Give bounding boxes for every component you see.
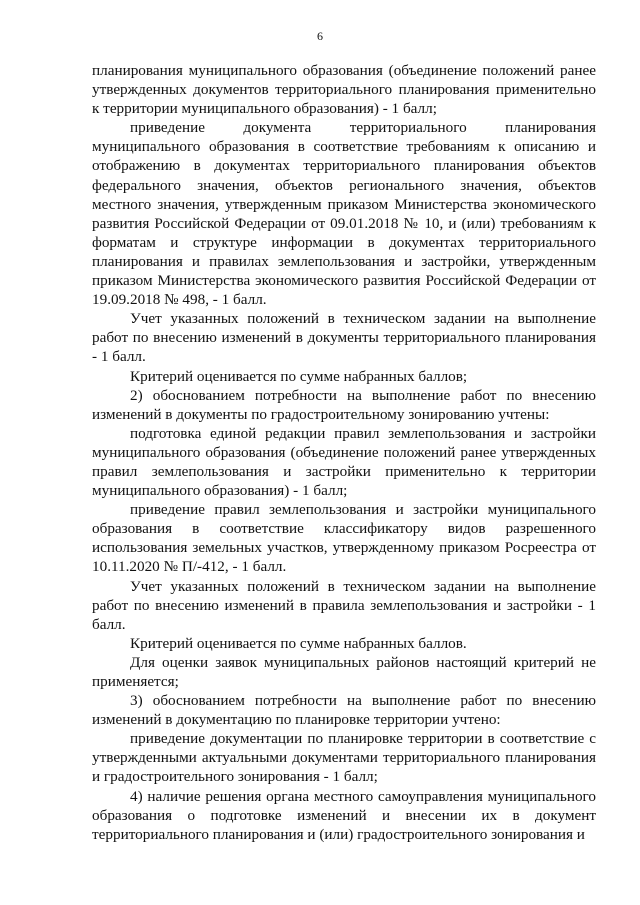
paragraph: приведение документации по планировке территории в соответствие с утвержденными актуальными документами территориального планирования и градостроительного зонирования - 1 балл; <box>92 730 596 786</box>
paragraph: 3) обоснованием потребности на выполнение работ по внесению изменений в документацию по планировке территории учтено: <box>92 692 596 729</box>
paragraph: Для оценки заявок муниципальных районов настоящий критерий не применяется; <box>92 653 596 690</box>
paragraph: Учет указанных положений в техническом задании на выполнение работ по внесению изменений в правила землепользования и застройки - 1 балл. <box>92 577 596 633</box>
paragraph: Учет указанных положений в техническом задании на выполнение работ по внесению изменений в документы территориального планирования - 1 балл. <box>92 310 596 366</box>
paragraph: приведение документа территориального планирования муниципального образования в соответствие требованиям к описанию и отображению в документах территориального планирования объектов федерального значения, объектов регионального значения, объектов местного значения, утвержденным приказом Министерства экономического развития Российской Федерации от 09.01.2018 № 10, и (или) требованиям к форматам и структуре информации в документах территориального планирования и правилах землепользования и застройки, утвержденным приказом Министерства экономического развития Российской Федерации от 19.09.2018 № 498, - 1 балл. <box>92 119 596 309</box>
paragraph: Критерий оценивается по сумме набранных баллов. <box>130 634 467 652</box>
page-number: 6 <box>317 29 323 43</box>
paragraph: 2) обоснованием потребности на выполнение работ по внесению изменений в документы по градостроительному зонированию учтены: <box>92 386 596 423</box>
paragraph: приведение правил землепользования и застройки муниципального образования в соответствие классификатору видов разрешенного использования земельных участков, утвержденному приказом Росреестра от 10.11.2020 № П/-412, - 1 балл. <box>92 501 596 576</box>
paragraph: 4) наличие решения органа местного самоуправления муниципального образования о подготовке изменений и внесении их в документ территориального планирования и (или) градостроительного зонирования и <box>92 787 596 843</box>
paragraph: подготовка единой редакции правил землепользования и застройки муниципального образования (объединение положений ранее утвержденных правил землепользования и застройки применительно к территории муниципального образования) - 1 балл; <box>92 424 596 500</box>
paragraph: планирования муниципального образования (объединение положений ранее утвержденных документов территориального планирования применительно к территории муниципального образования) - 1 балл; <box>92 62 596 118</box>
paragraph: Критерий оценивается по сумме набранных баллов; <box>130 367 468 385</box>
body-text <box>92 61 596 844</box>
